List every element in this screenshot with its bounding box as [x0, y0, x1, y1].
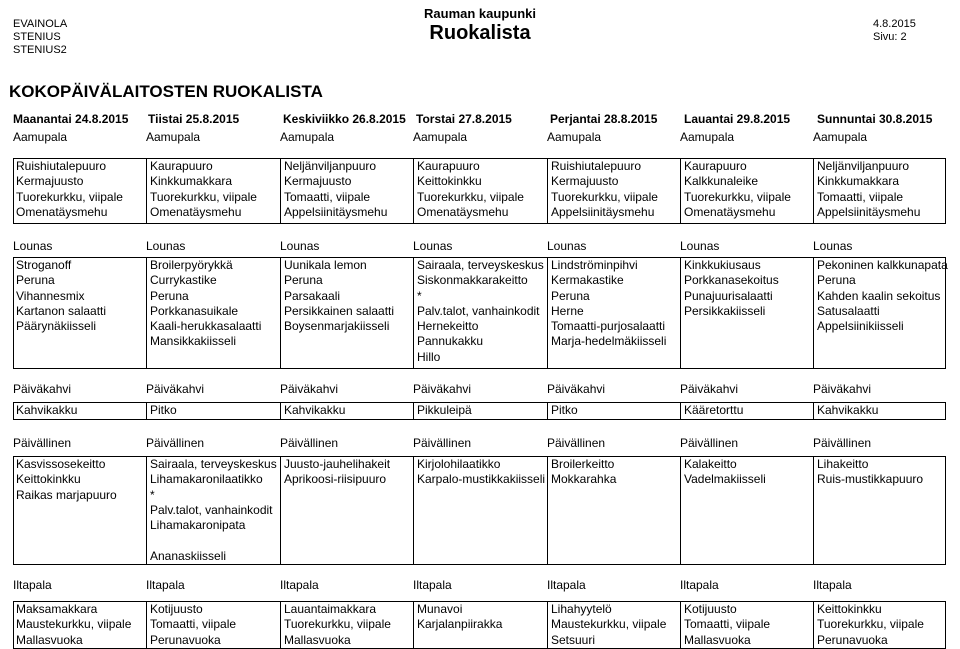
menu-item: Porkkanasuikale — [150, 303, 239, 318]
menu-item: Appelsiinitäysmehu — [284, 204, 388, 219]
menu-item: Kahden kaalin sekoitus — [817, 288, 941, 303]
menu-item: Appelsiinitäysmehu — [817, 204, 921, 219]
menu-item-list — [817, 457, 923, 488]
menu-item: Tomaatti, viipale — [817, 189, 904, 204]
meal-label: Päivällinen — [146, 436, 205, 450]
menu-item: Pitko — [551, 403, 578, 417]
day-menu-cell — [147, 602, 281, 648]
menu-item: Omenatäysmehu — [684, 204, 776, 219]
meal-label: Aamupala — [146, 130, 201, 144]
menu-item-list — [684, 403, 743, 418]
header-right — [873, 18, 916, 44]
menu-item: Perunavuoka — [817, 632, 888, 647]
menu-item: Mallasvuoka — [284, 632, 351, 647]
meal-label: Päiväkahvi — [413, 382, 472, 396]
menu-item-list — [817, 159, 920, 220]
day-menu-cell — [414, 457, 548, 564]
menu-item: Porkkanasekoitus — [684, 273, 779, 288]
meal-label: Lounas — [13, 239, 53, 253]
day-menu-cell — [14, 258, 147, 368]
menu-item: Ruishiutalepuuro — [16, 159, 107, 173]
menu-item — [150, 533, 277, 548]
menu-item: Kermakastike — [551, 273, 624, 288]
day-menu-cell — [548, 258, 681, 368]
menu-item: Kartanon salaatti — [16, 303, 107, 318]
menu-item: Kermajuusto — [16, 174, 84, 189]
menu-item-list — [417, 403, 472, 418]
menu-item-list — [417, 602, 502, 633]
day-menu-cell — [147, 403, 281, 419]
menu-item-list — [551, 457, 616, 488]
day-menu-cell — [147, 457, 281, 564]
menu-item: Kääretorttu — [684, 403, 744, 417]
menu-item: Broilerpyörykkä — [150, 258, 233, 272]
menu-item: Päärynäkiisseli — [16, 319, 97, 334]
menu-item: Peruna — [150, 288, 189, 303]
menu-item: Tuorekurkku, viipale — [284, 617, 391, 632]
day-menu-cell — [681, 602, 814, 648]
menu-item: Currykastike — [150, 273, 217, 288]
meal-label: Lounas — [280, 239, 320, 253]
day-menu-cell — [548, 159, 681, 223]
day-menu-cell — [414, 159, 548, 223]
meal-box — [13, 601, 946, 649]
menu-item: Parsakaali — [284, 288, 341, 303]
meal-label: Aamupala — [280, 130, 335, 144]
menu-item: Stroganoff — [16, 258, 72, 272]
unit-name: EVAINOLA — [13, 18, 68, 30]
menu-main-title: KOKOPÄIVÄLAITOSTEN RUOKALISTA — [9, 82, 323, 101]
menu-item-list — [284, 602, 391, 648]
day-menu-cell — [814, 159, 947, 223]
menu-item-list — [284, 403, 345, 418]
meal-label: Iltapala — [813, 578, 852, 592]
day-menu-cell — [14, 457, 147, 564]
menu-item: Maustekurkku, viipale — [551, 617, 667, 632]
document-title: Ruokalista — [429, 22, 531, 44]
menu-item: Kalkkunaleike — [684, 174, 759, 189]
day-menu-cell — [14, 159, 147, 223]
meal-label: Aamupala — [680, 130, 735, 144]
menu-item: Broilerkeitto — [551, 457, 615, 471]
day-menu-cell — [14, 602, 147, 648]
day-header: Sunnuntai 30.8.2015 — [817, 112, 933, 126]
menu-item: Herne — [551, 303, 584, 318]
menu-item: Peruna — [284, 273, 323, 288]
meal-label: Päiväkahvi — [146, 382, 205, 396]
page-number: Sivu: 2 — [873, 31, 907, 43]
menu-item: Siskonmakkarakeitto — [417, 273, 528, 288]
menu-item: Keittokinkku — [817, 602, 882, 616]
menu-item-list — [150, 602, 236, 648]
menu-item: Kalakeitto — [684, 457, 737, 471]
menu-item: Lihahyytelö — [551, 602, 612, 616]
menu-item-list — [284, 258, 394, 334]
day-menu-cell — [681, 159, 814, 223]
day-menu-cell — [14, 403, 147, 419]
menu-item: Mallasvuoka — [16, 632, 83, 647]
header-center — [0, 6, 960, 45]
menu-item: Sairaala, terveyskeskus — [417, 258, 544, 272]
menu-item: Keittokinkku — [16, 472, 81, 487]
meal-label: Iltapala — [547, 578, 586, 592]
menu-item: Peruna — [16, 273, 55, 288]
menu-item: Marja-hedelmäkiisseli — [551, 334, 667, 349]
menu-item: Pekoninen kalkkunapata — [817, 258, 948, 272]
menu-item-list — [16, 403, 77, 418]
menu-item-list — [551, 159, 658, 220]
menu-item-list — [417, 258, 544, 365]
menu-item: * — [150, 487, 155, 502]
menu-item: Keittokinkku — [417, 174, 482, 189]
menu-item: Vadelmakiisseli — [684, 472, 766, 487]
day-menu-cell — [814, 403, 947, 419]
meal-label: Päivällinen — [13, 436, 72, 450]
menu-item: Hillo — [417, 349, 441, 364]
menu-item: Lindströminpihvi — [551, 258, 638, 272]
menu-item-list — [150, 457, 277, 564]
menu-item-list — [684, 159, 791, 220]
menu-item: Tomaatti, viipale — [150, 617, 237, 632]
menu-item: Hernekeitto — [417, 319, 479, 334]
meal-label: Aamupala — [13, 130, 68, 144]
meal-box — [13, 402, 946, 420]
unit-name: STENIUS — [13, 31, 61, 43]
meal-label: Päivällinen — [280, 436, 339, 450]
menu-item: Kahvikakku — [817, 403, 879, 417]
meal-label-row — [0, 436, 960, 452]
day-menu-cell — [147, 159, 281, 223]
meal-label: Päivällinen — [813, 436, 872, 450]
menu-item: Palv.talot, vanhainkodit — [150, 502, 273, 517]
menu-item: Sairaala, terveyskeskus — [150, 457, 277, 471]
meal-label: Päiväkahvi — [680, 382, 739, 396]
day-header: Lauantai 29.8.2015 — [684, 112, 791, 126]
menu-item-list — [817, 258, 948, 334]
menu-item: Tuorekurkku, viipale — [16, 189, 123, 204]
day-menu-cell — [281, 457, 414, 564]
menu-item: * — [417, 288, 422, 303]
meal-label: Lounas — [680, 239, 720, 253]
meal-label: Päivällinen — [413, 436, 472, 450]
menu-item: Maksamakkara — [16, 602, 98, 616]
menu-item: Kaurapuuro — [150, 159, 213, 173]
menu-item: Appelsiinikiisseli — [817, 319, 904, 334]
meal-label-row — [0, 382, 960, 398]
menu-item: Kaali-herukkasalaatti — [150, 319, 262, 334]
menu-item-list — [417, 159, 524, 220]
meal-label: Aamupala — [547, 130, 602, 144]
menu-item: Satusalaatti — [817, 303, 880, 318]
day-menu-cell — [548, 403, 681, 419]
menu-item: Peruna — [551, 288, 590, 303]
menu-item: Juusto-jauhelihakeit — [284, 457, 391, 471]
menu-item: Tomaatti-purjosalaatti — [551, 319, 666, 334]
meal-label: Lounas — [146, 239, 186, 253]
menu-item: Kahvikakku — [16, 403, 78, 417]
meal-label: Päiväkahvi — [280, 382, 339, 396]
menu-item: Ruis-mustikkapuuro — [817, 472, 924, 487]
day-header: Torstai 27.8.2015 — [416, 112, 512, 126]
menu-item-list — [684, 258, 779, 319]
menu-item: Pitko — [150, 403, 177, 417]
menu-item: Lihamakaronipata — [150, 518, 246, 533]
day-header: Maanantai 24.8.2015 — [13, 112, 129, 126]
menu-item: Omenatäysmehu — [150, 204, 242, 219]
menu-item: Tuorekurkku, viipale — [684, 189, 791, 204]
menu-item: Kinkkumakkara — [817, 174, 900, 189]
menu-item: Omenatäysmehu — [417, 204, 509, 219]
menu-item-list — [16, 258, 106, 334]
menu-item: Lihakeitto — [817, 457, 869, 471]
meal-box — [13, 158, 946, 224]
menu-item: Appelsiinitäysmehu — [551, 204, 655, 219]
meal-label-row — [0, 239, 960, 255]
menu-item: Kermajuusto — [551, 174, 619, 189]
menu-item-list — [16, 159, 123, 220]
meal-label: Aamupala — [413, 130, 468, 144]
meal-label: Iltapala — [146, 578, 185, 592]
menu-item: Lauantaimakkara — [284, 602, 377, 616]
menu-item: Ruishiutalepuuro — [551, 159, 642, 173]
menu-item: Maustekurkku, viipale — [16, 617, 132, 632]
menu-item-list — [16, 457, 117, 503]
meal-box — [13, 257, 946, 369]
menu-item: Mokkarahka — [551, 472, 617, 487]
day-menu-cell — [281, 602, 414, 648]
day-menu-cell — [147, 258, 281, 368]
meal-label: Iltapala — [280, 578, 319, 592]
day-header: Tiistai 25.8.2015 — [148, 112, 240, 126]
menu-item: Karpalo-mustikkakiisseli — [417, 472, 546, 487]
meal-label: Iltapala — [13, 578, 52, 592]
menu-item: Tuorekurkku, viipale — [417, 189, 524, 204]
day-menu-cell — [814, 258, 947, 368]
meal-label: Lounas — [813, 239, 853, 253]
menu-item: Raikas marjapuuro — [16, 487, 117, 502]
day-headers — [13, 112, 960, 128]
menu-item: Kotijuusto — [684, 602, 737, 616]
menu-item-list — [551, 602, 666, 648]
menu-item: Kotijuusto — [150, 602, 203, 616]
menu-item-list — [284, 159, 387, 220]
menu-item: Tuorekurkku, viipale — [150, 189, 257, 204]
menu-item: Mansikkakiisseli — [150, 334, 237, 349]
menu-item: Kaurapuuro — [684, 159, 747, 173]
meal-label: Päiväkahvi — [13, 382, 72, 396]
menu-item-list — [817, 602, 924, 648]
menu-item: Pannukakku — [417, 334, 484, 349]
menu-item-list — [150, 258, 261, 350]
menu-item-list — [284, 457, 390, 488]
print-date: 4.8.2015 — [873, 18, 916, 30]
menu-item: Vihannesmix — [16, 288, 85, 303]
day-menu-cell — [281, 159, 414, 223]
menu-item: Punajuurisalaatti — [684, 288, 773, 303]
menu-item: Kinkkukiusaus — [684, 258, 761, 272]
day-menu-cell — [681, 403, 814, 419]
menu-item-list — [684, 457, 766, 488]
menu-item-list — [16, 602, 131, 648]
menu-item: Palv.talot, vanhainkodit — [417, 303, 540, 318]
menu-item: Ananaskiisseli — [150, 548, 227, 563]
menu-item: Uunikala lemon — [284, 258, 367, 272]
organization-name: Rauman kaupunki — [424, 6, 536, 21]
meal-label-row — [0, 578, 960, 594]
menu-item-list — [817, 403, 878, 418]
day-menu-cell — [281, 258, 414, 368]
meal-label: Päiväkahvi — [547, 382, 606, 396]
menu-item: Tomaatti, viipale — [284, 189, 371, 204]
meal-label: Päivällinen — [680, 436, 739, 450]
menu-item: Pikkuleipä — [417, 403, 472, 417]
meal-label: Iltapala — [413, 578, 452, 592]
menu-item-list — [551, 258, 666, 350]
meal-label: Lounas — [413, 239, 453, 253]
menu-item: Peruna — [817, 273, 856, 288]
day-menu-cell — [814, 602, 947, 648]
menu-item: Karjalanpiirakka — [417, 617, 503, 632]
day-menu-cell — [548, 457, 681, 564]
menu-item-list — [684, 602, 770, 648]
menu-item: Kinkkumakkara — [150, 174, 233, 189]
day-menu-cell — [814, 457, 947, 564]
meal-label: Aamupala — [813, 130, 868, 144]
menu-item-list — [150, 403, 177, 418]
menu-item: Neljänviljanpuuro — [817, 159, 910, 173]
menu-item: Kermajuusto — [284, 174, 352, 189]
menu-item: Lihamakaronilaatikko — [150, 472, 263, 487]
menu-item: Persikkakiisseli — [684, 303, 766, 318]
menu-item-list — [150, 159, 257, 220]
meal-box — [13, 456, 946, 565]
day-menu-cell — [414, 602, 548, 648]
meal-label: Päiväkahvi — [813, 382, 872, 396]
menu-item: Neljänviljanpuuro — [284, 159, 377, 173]
day-menu-cell — [548, 602, 681, 648]
menu-item: Munavoi — [417, 602, 463, 616]
day-menu-cell — [681, 258, 814, 368]
menu-item: Tuorekurkku, viipale — [551, 189, 658, 204]
unit-name: STENIUS2 — [13, 44, 67, 56]
menu-item: Kahvikakku — [284, 403, 346, 417]
day-menu-cell — [681, 457, 814, 564]
day-menu-cell — [414, 258, 548, 368]
meal-label: Iltapala — [680, 578, 719, 592]
menu-item: Tomaatti, viipale — [684, 617, 771, 632]
menu-item-list — [551, 403, 578, 418]
day-header: Perjantai 28.8.2015 — [550, 112, 658, 126]
menu-item-list — [417, 457, 545, 488]
menu-item: Kasvissosekeitto — [16, 457, 106, 471]
meal-label-row — [0, 130, 960, 146]
meal-label: Päivällinen — [547, 436, 606, 450]
menu-item: Omenatäysmehu — [16, 204, 108, 219]
meal-label: Lounas — [547, 239, 587, 253]
day-menu-cell — [414, 403, 548, 419]
menu-item: Persikkainen salaatti — [284, 303, 395, 318]
menu-item: Setsuuri — [551, 632, 596, 647]
menu-item: Tuorekurkku, viipale — [817, 617, 924, 632]
menu-item: Boysenmarjakiisseli — [284, 319, 390, 334]
menu-item: Mallasvuoka — [684, 632, 751, 647]
menu-item: Aprikoosi-riisipuuro — [284, 472, 387, 487]
day-menu-cell — [281, 403, 414, 419]
menu-item: Kaurapuuro — [417, 159, 480, 173]
menu-item: Perunavuoka — [150, 632, 221, 647]
day-header: Keskiviikko 26.8.2015 — [283, 112, 406, 126]
menu-item: Kirjolohilaatikko — [417, 457, 501, 471]
